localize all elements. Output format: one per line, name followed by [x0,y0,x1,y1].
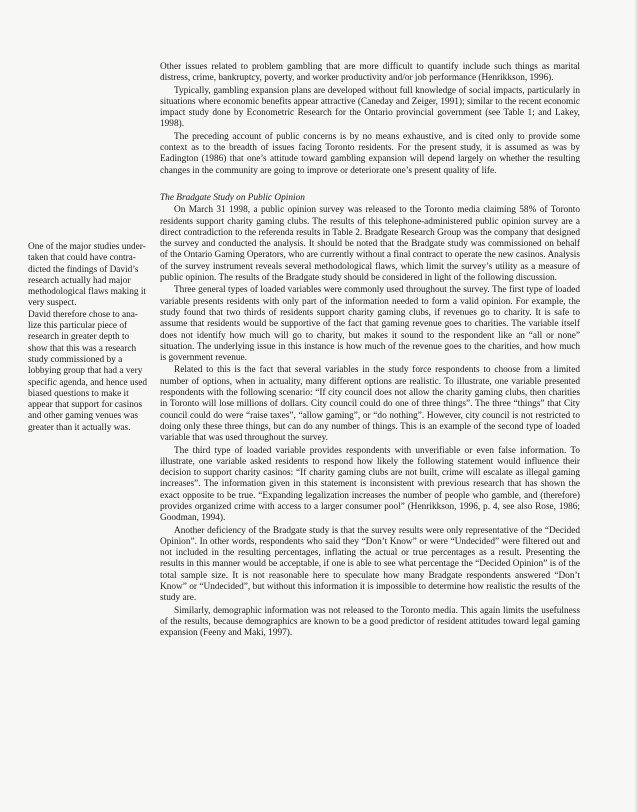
margin-note-line: taken that could have contra- [28,253,136,264]
paragraph: Typically, gambling expansion plans are developed without full knowledge of social impacts, particularly in situations where economic benefits appear attractive (Caneday and Zeiger, 1991); similar to the recent economic impact study done by Econometric Research for the Ontario provincial government (see Table 1; and Lakey, 1998). [160,85,580,130]
margin-note-line: specific agenda, and hence used [28,377,147,388]
margin-note-line: methodological flaws making it [28,287,146,298]
paragraph: Another deficiency of the Bradgate study is that the survey results were only representative of the “Decided Opinion”. In other words, respondents who said they “Don’t Know” or were “Undecided” were filtered out and not included in the resulting percentages, inflating the actual or true percentages as a result. Presenting the results in this manner would be acceptable, if one is able to see what percentage the “Decided Opinion” is of the total sample size. It is not reasonable here to speculate how many Bradgate respondents answered “Don’t Know” or “Undecided”, but without this information it is impossible to determine how realistic the results of the study are. [160,525,580,604]
margin-note-line: research actually had major [28,275,131,286]
margin-note-line: dicted the findings of David’s [28,264,139,275]
intro-block [160,62,580,177]
margin-note-line: research in greater depth to [28,332,130,343]
margin-note-line: lize this particular piece of [28,321,128,332]
page-edge-shadow [634,0,638,812]
margin-note-line: very suspect. [28,298,77,309]
paragraph: The third type of loaded variable provides respondents with unverifiable or even false information. To illustrate, one variable asked residents to respond how likely the following statement would influence their decision to support charity casinos: “If charity gaming clubs are not built, crime will escalate as illegal gaming increases”. The information given in this statement is inconsistent with previous research that has shown the exact opposite to be true. “Expanding legalization increases the number of people who gamble, and (therefore) provides organized crime with access to a larger consumer pool” (Henrikkson, 1996, p. 4, see also Rose, 1986; Goodman, 1994). [160,445,580,524]
paragraph: Related to this is the fact that several variables in the study force respondents to choose from a limited number of options, when in actuality, many different options are realistic. To illustrate, one variable presented respondents with the following scenario: “If city council does not allow the charity gaming clubs, then charities in Toronto will lose millions of dollars. City council could do one of three things”. The three “things” that City council could do were “raise taxes”, “allow gaming”, or “do nothing”. However, city council is not restricted to doing only these three things, but can do any number of things. This is an example of the second type of loaded variable that was used throughout the survey. [160,365,580,444]
margin-note-line: biased questions to make it [28,388,129,399]
margin-note-line: lobbying group that had a very [28,366,143,377]
margin-note-line: greater than it actually was. [28,422,131,433]
margin-note-line: study commissioned by a [28,354,123,365]
margin-note-line: David therefore chose to ana- [28,309,138,320]
margin-note-line: show that this was a research [28,343,137,354]
paragraph: Similarly, demographic information was not released to the Toronto media. This again limits the usefulness of the results, because demographics are known to be a good predictor of resident attitudes toward legal gaming expansion (Feeny and Maki, 1997). [160,605,580,639]
paragraph: Other issues related to problem gambling that are more difficult to quantify include such things as marital distress, crime, bankruptcy, poverty, and worker productivity and/or job performance (Henrikkson, 1996). [160,62,580,84]
margin-note-line: appear that support for casinos [28,400,143,411]
paragraph: On March 31 1998, a public opinion survey was released to the Toronto media claiming 58% of Toronto residents support charity gaming clubs. The results of this telephone-administered public opinion survey are a direct contradiction to the referenda results in Table 2. Bradgate Research Group was the company that designed the survey and conducted the analysis. It should be noted that the Bradgate study was commissioned on behalf of the Ontario Gaming Operators, who are currently without a final contract to operate the new casinos. Analysis of the survey instrument reveals several methodological flaws, which limit the survey’s utility as a measure of public opinion. The results of the Bradgate study should be considered in light of the following discussion. [160,205,580,284]
section-heading: The Bradgate Study on Public Opinion [160,192,305,203]
main-text-column [160,62,580,641]
margin-note [28,242,156,434]
paragraph: The preceding account of public concerns is by no means exhaustive, and is cited only to provide some context as to the breadth of issues facing Toronto residents. For the present study, it is assumed as was by Eadington (1986) that one’s attitude toward gambling expansion will depend largely on whether the resulting changes in the community are going to improve or deteriorate one’s present quality of life. [160,131,580,176]
margin-note-line: One of the major studies under- [28,242,146,252]
margin-note-line: and other gaming venues was [28,411,138,422]
paragraph: Three general types of loaded variables were commonly used throughout the survey. The first type of loaded variable presents residents with only part of the information needed to form a valid opinion. For example, the study found that two thirds of residents support charity gaming clubs, if revenues go to charity. It is safe to assume that residents would be supportive of the fact that gaming revenue goes to charities. The variable itself does not identify how much will go to charity, but makes it sound to the respondent like an “all or none” situation. The underlying issue in this instance is how much of the revenue goes to the charities, and how much is government revenue. [160,285,580,364]
